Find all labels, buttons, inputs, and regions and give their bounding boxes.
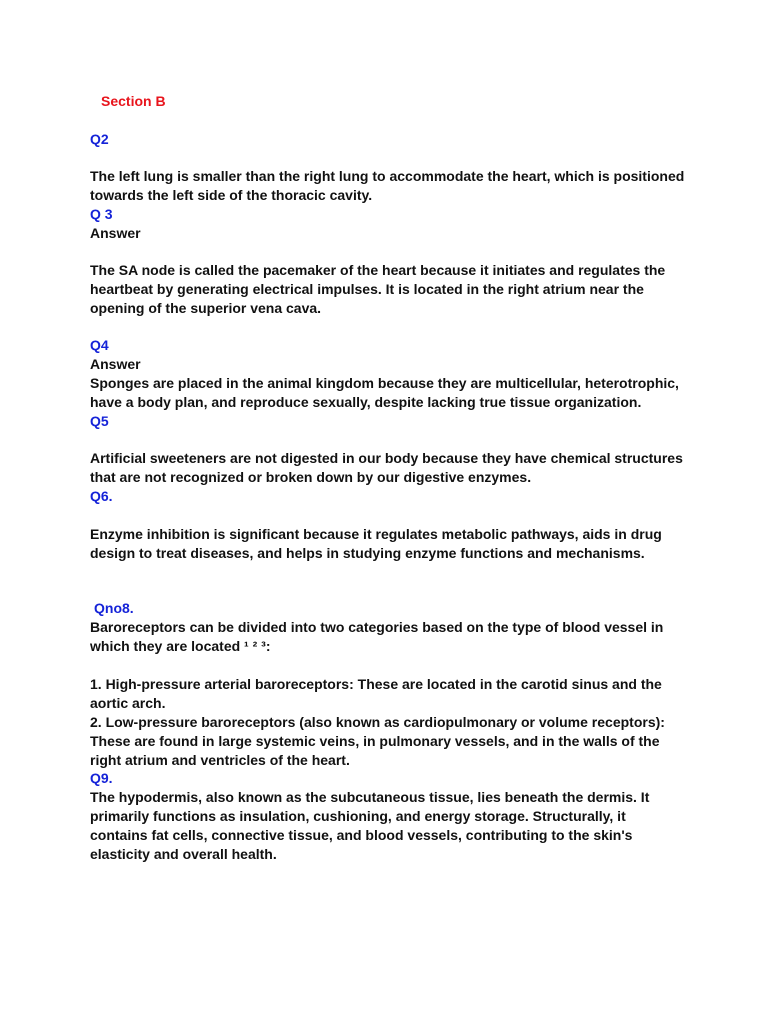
question-q3-label: Q 3 — [90, 206, 113, 222]
q8-answer-line: aortic arch. — [90, 695, 166, 711]
q2-answer-line: The left lung is smaller than the right lung to accommodate the heart, which is positioned — [90, 168, 685, 184]
q8-answer-line: Baroreceptors can be divided into two categories based on the type of blood vessel in — [90, 619, 664, 635]
question-q6-label: Q6. — [90, 488, 113, 504]
question-q5-label: Q5 — [90, 413, 109, 429]
q4-answer-label: Answer — [90, 356, 141, 372]
section-title: Section B — [101, 93, 166, 109]
question-q9-label: Q9. — [90, 770, 113, 786]
q9-answer-line: primarily functions as insulation, cushioning, and energy storage. Structurally, it — [90, 808, 626, 824]
question-q4-label: Q4 — [90, 337, 109, 353]
q6-answer-line: design to treat diseases, and helps in studying enzyme functions and mechanisms. — [90, 545, 645, 561]
question-q2-label: Q2 — [90, 131, 109, 147]
q9-answer-line: elasticity and overall health. — [90, 846, 277, 862]
q3-answer-line: heartbeat by generating electrical impulses. It is located in the right atrium near the — [90, 281, 644, 297]
q2-answer-line: towards the left side of the thoracic cavity. — [90, 187, 373, 203]
q5-answer-line: Artificial sweeteners are not digested in our body because they have chemical structures — [90, 450, 683, 466]
q3-answer-line: opening of the superior vena cava. — [90, 300, 322, 316]
q8-answer-line: right atrium and ventricles of the heart. — [90, 752, 350, 768]
q8-answer-line: These are found in large systemic veins, in pulmonary vessels, and in the walls of the — [90, 733, 660, 749]
q4-answer-line: Sponges are placed in the animal kingdom because they are multicellular, heterotrophic, — [90, 375, 679, 391]
q8-answer-line: 2. Low-pressure baroreceptors (also known as cardiopulmonary or volume receptors): — [90, 714, 665, 730]
q8-answer-line: 1. High-pressure arterial baroreceptors: These are located in the carotid sinus and the — [90, 676, 662, 692]
q3-answer-line: The SA node is called the pacemaker of the heart because it initiates and regulates the — [90, 262, 666, 278]
question-q8-label: Qno8. — [94, 600, 134, 616]
q5-answer-line: that are not recognized or broken down by our digestive enzymes. — [90, 469, 532, 485]
q8-answer-line: which they are located ¹ ² ³: — [90, 638, 271, 654]
q9-answer-line: contains fat cells, connective tissue, and blood vessels, contributing to the skin's — [90, 827, 633, 843]
q9-answer-line: The hypodermis, also known as the subcutaneous tissue, lies beneath the dermis. It — [90, 789, 650, 805]
q3-answer-label: Answer — [90, 225, 141, 241]
q4-answer-line: have a body plan, and reproduce sexually, despite lacking true tissue organization. — [90, 394, 642, 410]
q6-answer-line: Enzyme inhibition is significant because it regulates metabolic pathways, aids in drug — [90, 526, 662, 542]
